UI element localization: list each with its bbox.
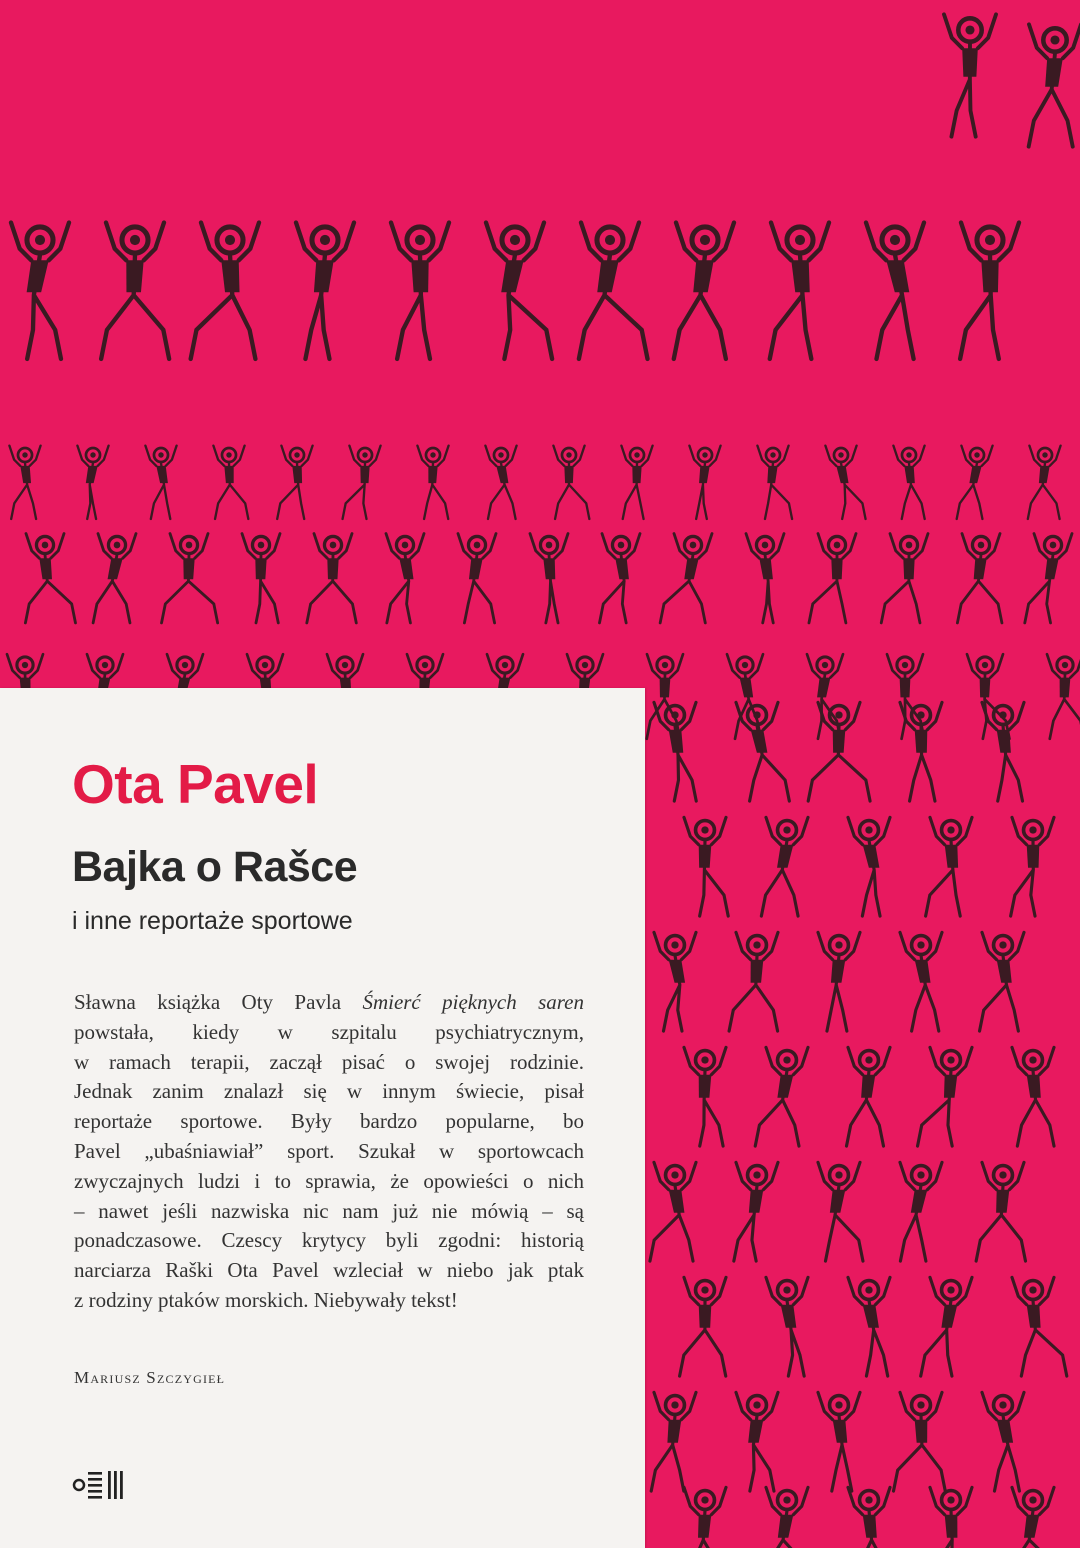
blurb-line: ponadczasowe. Czescy krytycy byli zgodni: historią [74, 1228, 584, 1253]
dancer-figure [926, 817, 972, 916]
blurb-line: narciarza Raški Ota Pavel wzleciał w niebo jak ptak [74, 1258, 584, 1283]
dancer-figure [1011, 817, 1054, 916]
dancer-figure [1025, 534, 1072, 623]
dancer-figure [9, 446, 40, 519]
dancer-figure [650, 1162, 696, 1261]
dancer-figure [386, 534, 424, 623]
book-subtitle: i inne reportaże sportowe [72, 907, 353, 935]
dancer-figure [900, 702, 942, 801]
dancer-figure [654, 932, 696, 1031]
dancer-figure [579, 223, 648, 359]
dancer-figure [191, 223, 259, 359]
blurb-credit: Mariusz Szczygieł [74, 1368, 226, 1387]
dancer-figure [957, 534, 1001, 623]
dancer-figure [458, 534, 496, 623]
dancer-figure [846, 1047, 890, 1146]
publisher-logo-icon [72, 1463, 162, 1503]
dancer-figure [1029, 24, 1080, 146]
dancer-figure [944, 14, 996, 136]
dancer-figure [101, 223, 169, 359]
dancer-figure [242, 534, 280, 623]
dancer-figure [818, 1162, 863, 1261]
dancer-figure [976, 1162, 1025, 1261]
dancer-figure [145, 446, 176, 519]
dancer-figure [391, 223, 449, 359]
dancer-figure [660, 534, 712, 623]
dancer-figure [343, 446, 381, 519]
dancer-figure [766, 1277, 808, 1376]
dancer-figure [680, 1277, 726, 1376]
dancer-figure [900, 1162, 942, 1261]
author-name: Ota Pavel [72, 753, 319, 815]
dancer-figure [848, 817, 890, 916]
dancer-figure [1047, 654, 1080, 739]
dancer-figure [1012, 1277, 1067, 1376]
dancer-figure [982, 702, 1024, 801]
dancer-figure [746, 534, 784, 623]
dancer-figure [980, 932, 1024, 1031]
dancer-figure [982, 1392, 1024, 1491]
dancer-figure [684, 1047, 726, 1146]
blurb-line: Sławna książka Oty Pavla Śmierć pięknych saren [74, 990, 584, 1014]
dancer-figure [866, 223, 924, 359]
dancer-figure [1012, 1047, 1054, 1146]
dancer-figure [530, 534, 568, 623]
dancer-figure [893, 446, 924, 519]
dancer-figure [417, 446, 448, 519]
dancer-figure [11, 223, 69, 359]
dancer-figure [77, 446, 108, 519]
dancer-figure [684, 1487, 726, 1548]
dancer-figure [921, 1277, 972, 1376]
dancer-figure [1009, 1487, 1060, 1548]
dancer-figure [763, 1487, 810, 1548]
blurb-line: reportaże sportowe. Były bardzo popularne, bo [74, 1109, 584, 1134]
dancer-figure [93, 534, 136, 623]
dancer-figure [825, 446, 865, 519]
blurb-line: Pavel „ubaśniawiał” sport. Szukał w sportowcach [74, 1138, 584, 1163]
dancer-figure [894, 1392, 946, 1491]
dancer-figure [296, 223, 354, 359]
dancer-figure [818, 1392, 860, 1491]
dancer-figure [808, 702, 870, 801]
dancer-figure [651, 1392, 696, 1491]
dancer-figure [729, 932, 778, 1031]
dancer-figure [599, 534, 640, 623]
blurb-line: Jednak zanim znalazł się w innym świecie, pisał [74, 1079, 584, 1104]
dancer-figure [213, 446, 248, 519]
dancer-figure [553, 446, 589, 519]
blurb-line: w ramach terapii, zaczął pisać o swojej rodzinie. [74, 1049, 584, 1074]
blurb-line: zwyczajnych ludzi i to sprawia, że opowieści o nich [74, 1168, 584, 1193]
book-title: Bajka o Rašce [72, 843, 358, 891]
dancer-figure [848, 1487, 890, 1548]
dancer-figure [930, 1487, 972, 1548]
blurb-line: powstała, kiedy w szpitalu psychiatrycznym, [74, 1019, 584, 1044]
dancer-figure [881, 534, 928, 623]
dancer-figure [918, 1047, 972, 1146]
dancer-figure [736, 702, 789, 801]
blurb-line: – nawet jeśli nazwiska nic nam już nie mówią – są [74, 1198, 584, 1223]
dancer-figure [809, 534, 856, 623]
dancer-figure [736, 1392, 778, 1491]
blurb-text [74, 988, 584, 1316]
dancer-figure [25, 534, 75, 623]
dancer-figure [162, 534, 218, 623]
dancer-figure [277, 446, 312, 519]
dancer-figure [900, 932, 942, 1031]
dancer-figure [761, 817, 808, 916]
blurb-line: z rodziny ptaków morskich. Niebywały tekst! [74, 1287, 458, 1312]
dancer-figure [684, 817, 728, 916]
dancer-figure [770, 223, 829, 359]
dancer-figure [957, 446, 993, 519]
dancer-figure [960, 223, 1019, 359]
dancer-figure [654, 702, 696, 801]
dancer-figure [848, 1277, 890, 1376]
dancer-figure [757, 446, 792, 519]
dancer-figure [689, 446, 720, 519]
dancer-figure [734, 1162, 778, 1261]
dancer-figure [307, 534, 356, 623]
dancer-figure [818, 932, 860, 1031]
dancer-figure [1028, 446, 1061, 519]
dancer-figure [674, 223, 734, 359]
dancer-figure [755, 1047, 808, 1146]
dancer-figure [485, 446, 516, 519]
dancer-figure [486, 223, 552, 359]
dancer-figure [887, 654, 924, 739]
dancer-figure [621, 446, 652, 519]
